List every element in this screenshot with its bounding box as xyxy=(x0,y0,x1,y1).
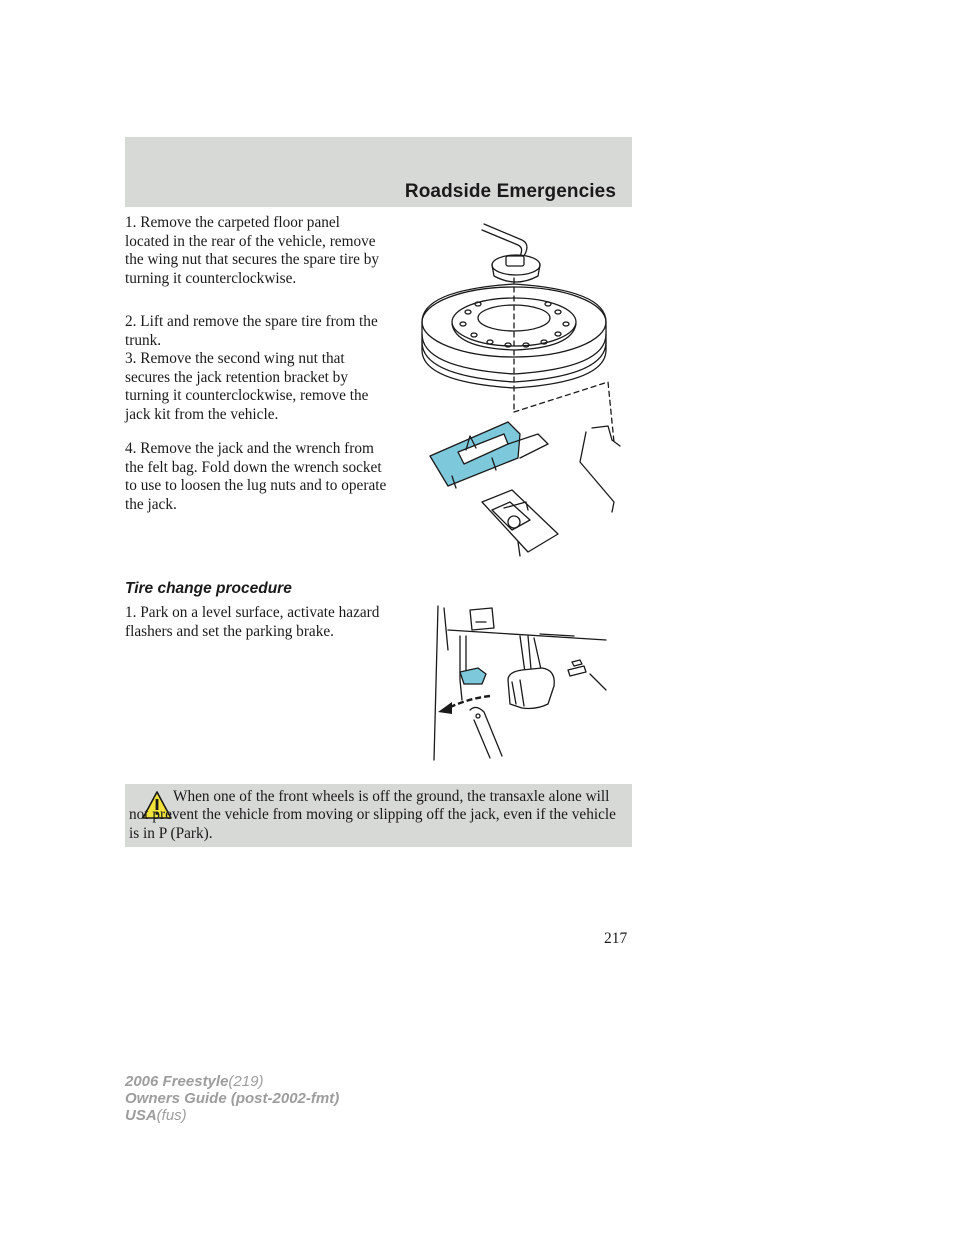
section-header-band xyxy=(125,137,632,207)
footer-guide: Owners Guide (post-2002-fmt) xyxy=(125,1090,340,1107)
procedure-heading: Tire change procedure xyxy=(125,580,292,597)
spare-step-1: 1. Remove the carpeted floor panel located in the rear of the vehicle, remove the wing nut that secures the spare tire by turning it counterclockwise. xyxy=(125,214,380,287)
footer-model-code: (219) xyxy=(228,1073,264,1090)
spare-step-2: 2. Lift and remove the spare tire from the trunk. xyxy=(125,313,378,349)
spare-tire-jack-illustration xyxy=(408,212,648,572)
procedure-step-1: 1. Park on a level surface, activate hazard flashers and set the parking brake. xyxy=(125,604,380,640)
footer-market: USA xyxy=(125,1107,157,1124)
footer-market-code: (fus) xyxy=(156,1107,187,1124)
spare-step-4: 4. Remove the jack and the wrench from the felt bag. Fold down the wrench socket to use to loosen the lug nuts and to operate the jack. xyxy=(125,440,387,513)
spare-step-3: 3. Remove the second wing nut that secures the jack retention bracket by turning it counterclockwise, remove the jack kit from the vehicle. xyxy=(125,350,369,423)
warning-text: When one of the front wheels is off the ground, the transaxle alone will not prevent the vehicle from moving or slipping off the jack, even if the vehicle is in P (Park). xyxy=(129,788,616,842)
page-number: 217 xyxy=(604,930,628,947)
warning-box xyxy=(125,784,632,847)
section-title: Roadside Emergencies xyxy=(404,181,616,202)
parking-brake-illustration xyxy=(430,600,610,770)
footer-model: 2006 Freestyle xyxy=(125,1073,229,1090)
footer xyxy=(125,1073,339,1124)
